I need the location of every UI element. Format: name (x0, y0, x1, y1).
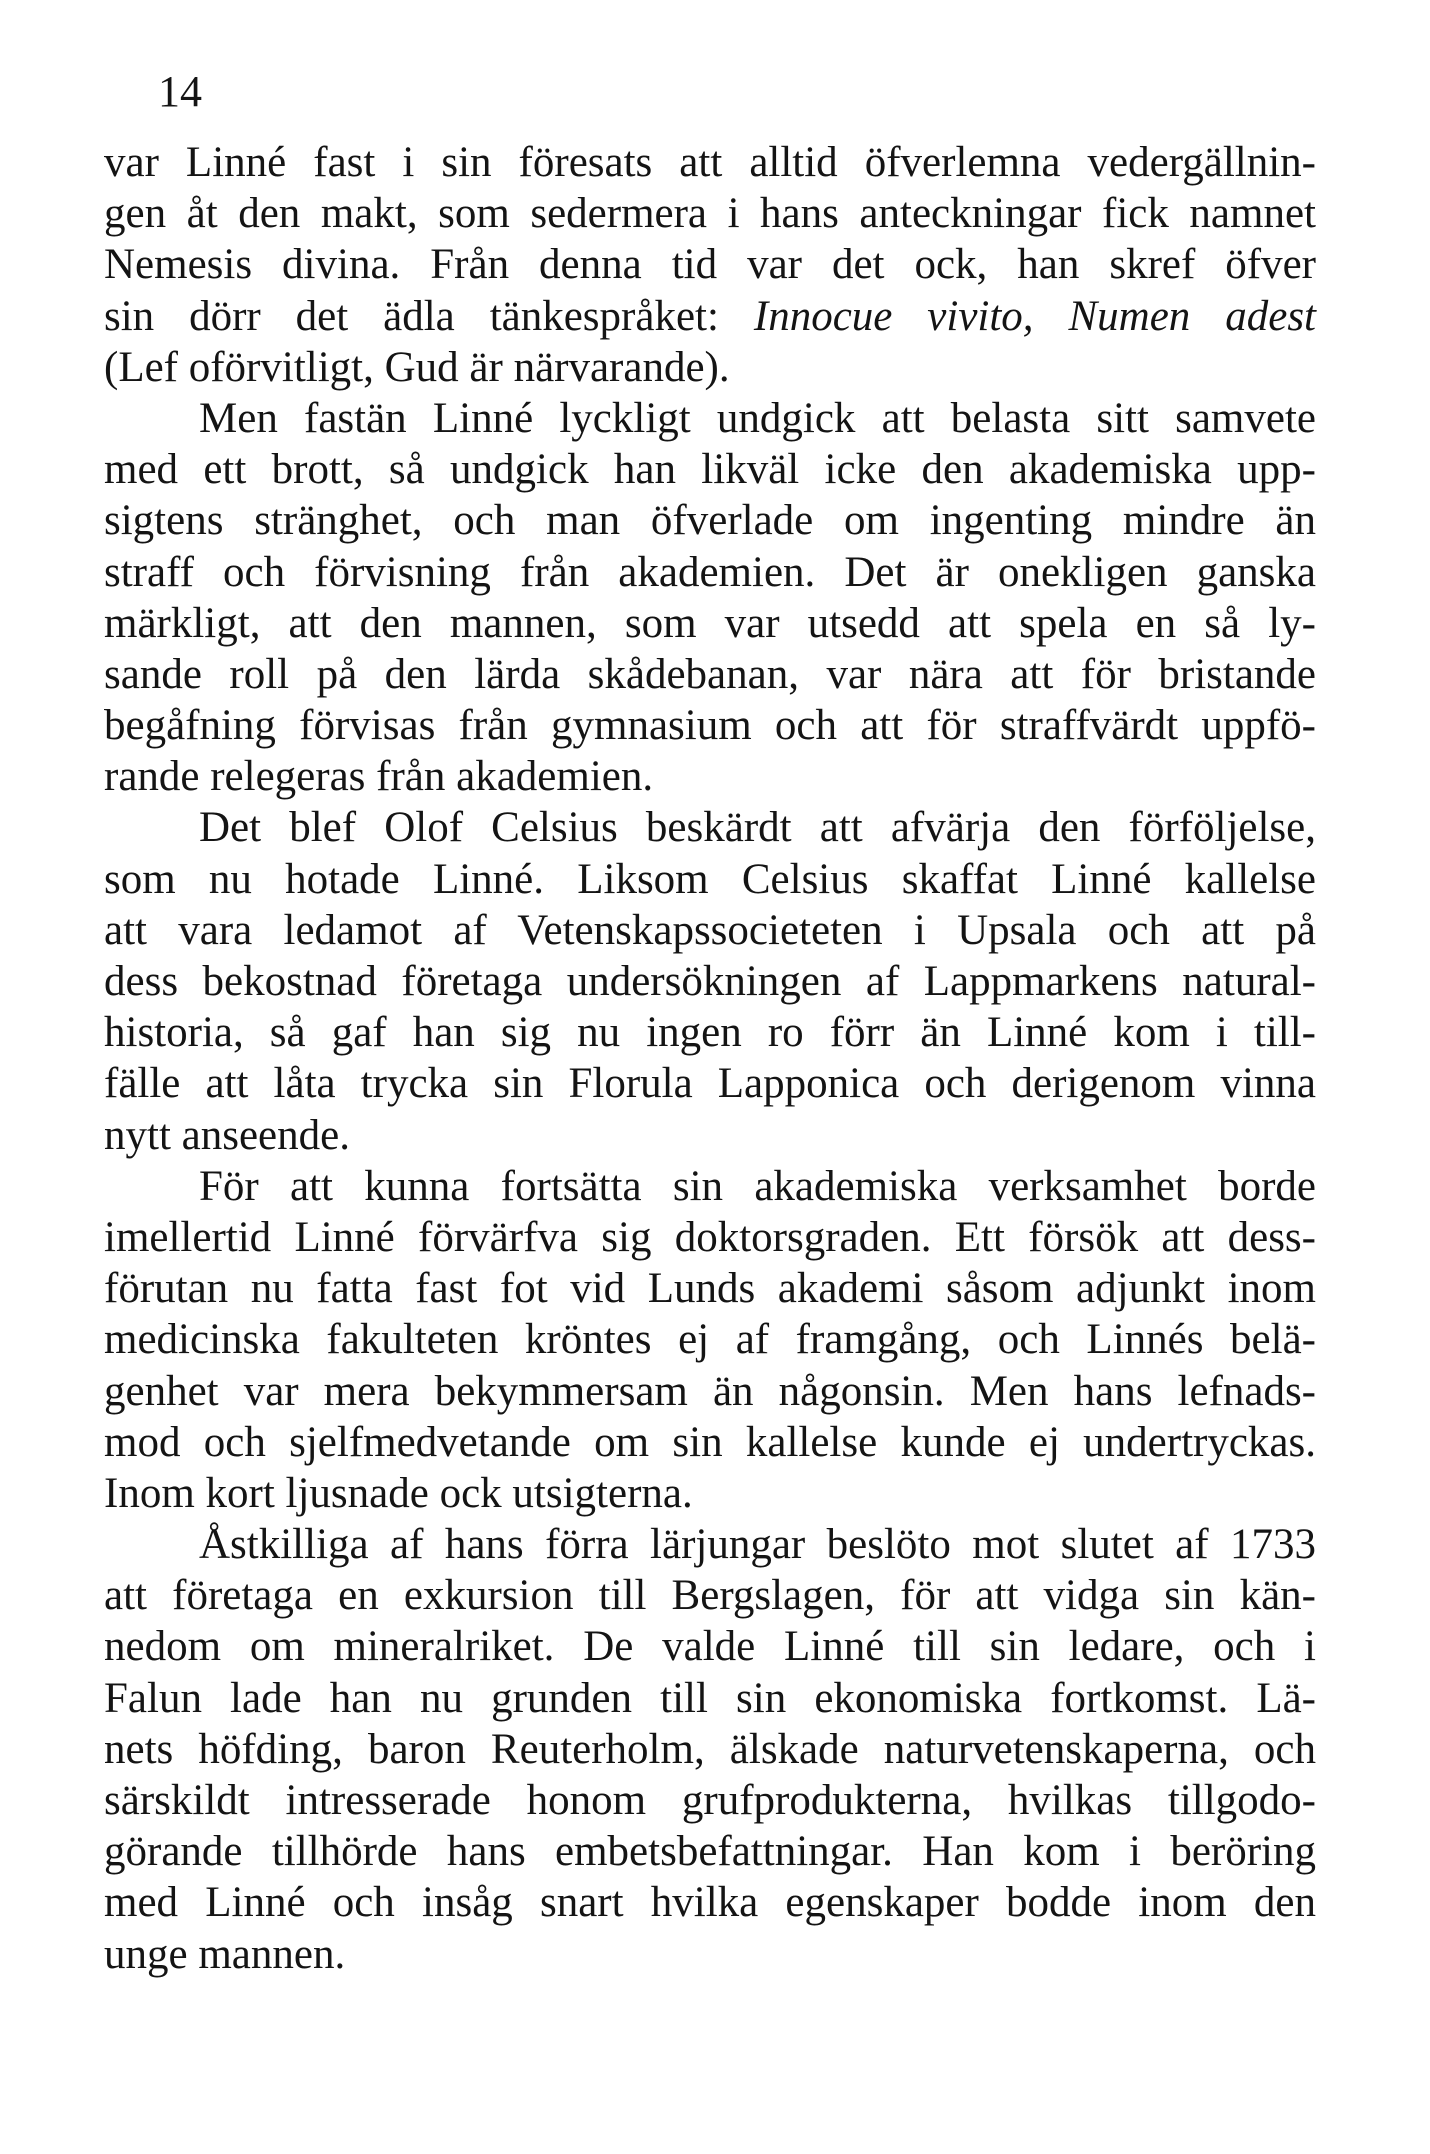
text-line: medicinska fakulteten kröntes ej af framgång, och Linnés belä- (104, 1316, 1316, 1364)
text-line: sande roll på den lärda skådebanan, var nära att för bristande (104, 650, 1316, 698)
text-line: För att kunna fortsätta sin akademiska verksamhet borde (199, 1162, 1316, 1210)
text-line: särskildt intresserade honom grufprodukterna, hvilkas tillgodo- (104, 1777, 1316, 1824)
text-line: Nemesis divina. Från denna tid var det ock, han skref öfver (104, 241, 1316, 289)
text-line: straff och förvisning från akademien. Det är onekligen ganska (104, 548, 1316, 596)
text-line: Inom kort ljusnade ock utsigterna. (104, 1469, 693, 1517)
text-line: att företaga en exkursion till Bergslagen, för att vidga sin kän- (104, 1572, 1316, 1620)
text-line: rande relegeras från akademien. (104, 753, 654, 801)
text-line: gen åt den makt, som sedermera i hans anteckningar fick namnet (104, 190, 1316, 238)
text-line: nets höfding, baron Reuterholm, älskade naturvetenskaperna, och (104, 1725, 1316, 1773)
text-line: (Lef oförvitligt, Gud är närvarande). (104, 343, 730, 391)
text-line: förutan nu fatta fast fot vid Lunds akademi såsom adjunkt inom (104, 1265, 1316, 1313)
text-line: imellertid Linné förvärfva sig doktorsgraden. Ett försök att dess- (104, 1213, 1316, 1261)
text-line: nytt anseende. (104, 1111, 350, 1159)
page-number: 14 (158, 67, 202, 116)
text-line-lead: sin dörr det ädla tänkespråket: (104, 292, 719, 340)
text-line: historia, så gaf han sig nu ingen ro förr än Linné kom i till- (104, 1009, 1316, 1057)
text-line: med ett brott, så undgick han likväl icke den akademiska upp- (104, 446, 1316, 494)
text-line: sigtens stränghet, och man öfverlade om ingenting mindre än (104, 497, 1316, 545)
text-line: Åstkilliga af hans förra lärjungar beslöto mot slutet af 1733 (199, 1521, 1316, 1569)
text-line (104, 291, 1316, 342)
text-line: att vara ledamot af Vetenskapssocieteten i Upsala och att på (104, 906, 1316, 954)
text-line: begåfning förvisas från gymnasium och att för straffvärdt uppfö- (104, 702, 1316, 750)
text-line: unge mannen. (104, 1930, 346, 1978)
text-line: fälle att låta trycka sin Florula Lapponica och derigenom vinna (104, 1060, 1316, 1108)
text-line: mod och sjelfmedvetande om sin kallelse kunde ej undertryckas. (104, 1418, 1316, 1466)
text-line: dess bekostnad företaga undersökningen af Lappmarkens natural- (104, 958, 1316, 1005)
text-line: som nu hotade Linné. Liksom Celsius skaffat Linné kallelse (104, 855, 1316, 903)
text-line: var Linné fast i sin föresats att alltid öfverlemna vedergällnin- (104, 139, 1316, 186)
text-line: Men fastän Linné lyckligt undgick att belasta sitt samvete (199, 394, 1316, 442)
text-line: Falun lade han nu grunden till sin ekonomiska fortkomst. Lä- (104, 1674, 1316, 1722)
text-line: med Linné och insåg snart hvilka egenskaper bodde inom den (104, 1879, 1316, 1927)
body-text (104, 137, 1316, 1980)
text-line: Det blef Olof Celsius beskärdt att afvärja den förföljelse, (199, 804, 1316, 852)
latin-motto: Innocue vivito, Numen adest (753, 292, 1317, 340)
text-line: görande tillhörde hans embetsbefattningar. Han kom i beröring (104, 1828, 1316, 1876)
text-line: nedom om mineralriket. De valde Linné till sin ledare, och i (104, 1623, 1316, 1671)
text-line: genhet var mera bekymmersam än någonsin. Men hans lefnads- (104, 1367, 1316, 1415)
text-line: märkligt, att den mannen, som var utsedd att spela en så ly- (104, 599, 1316, 647)
